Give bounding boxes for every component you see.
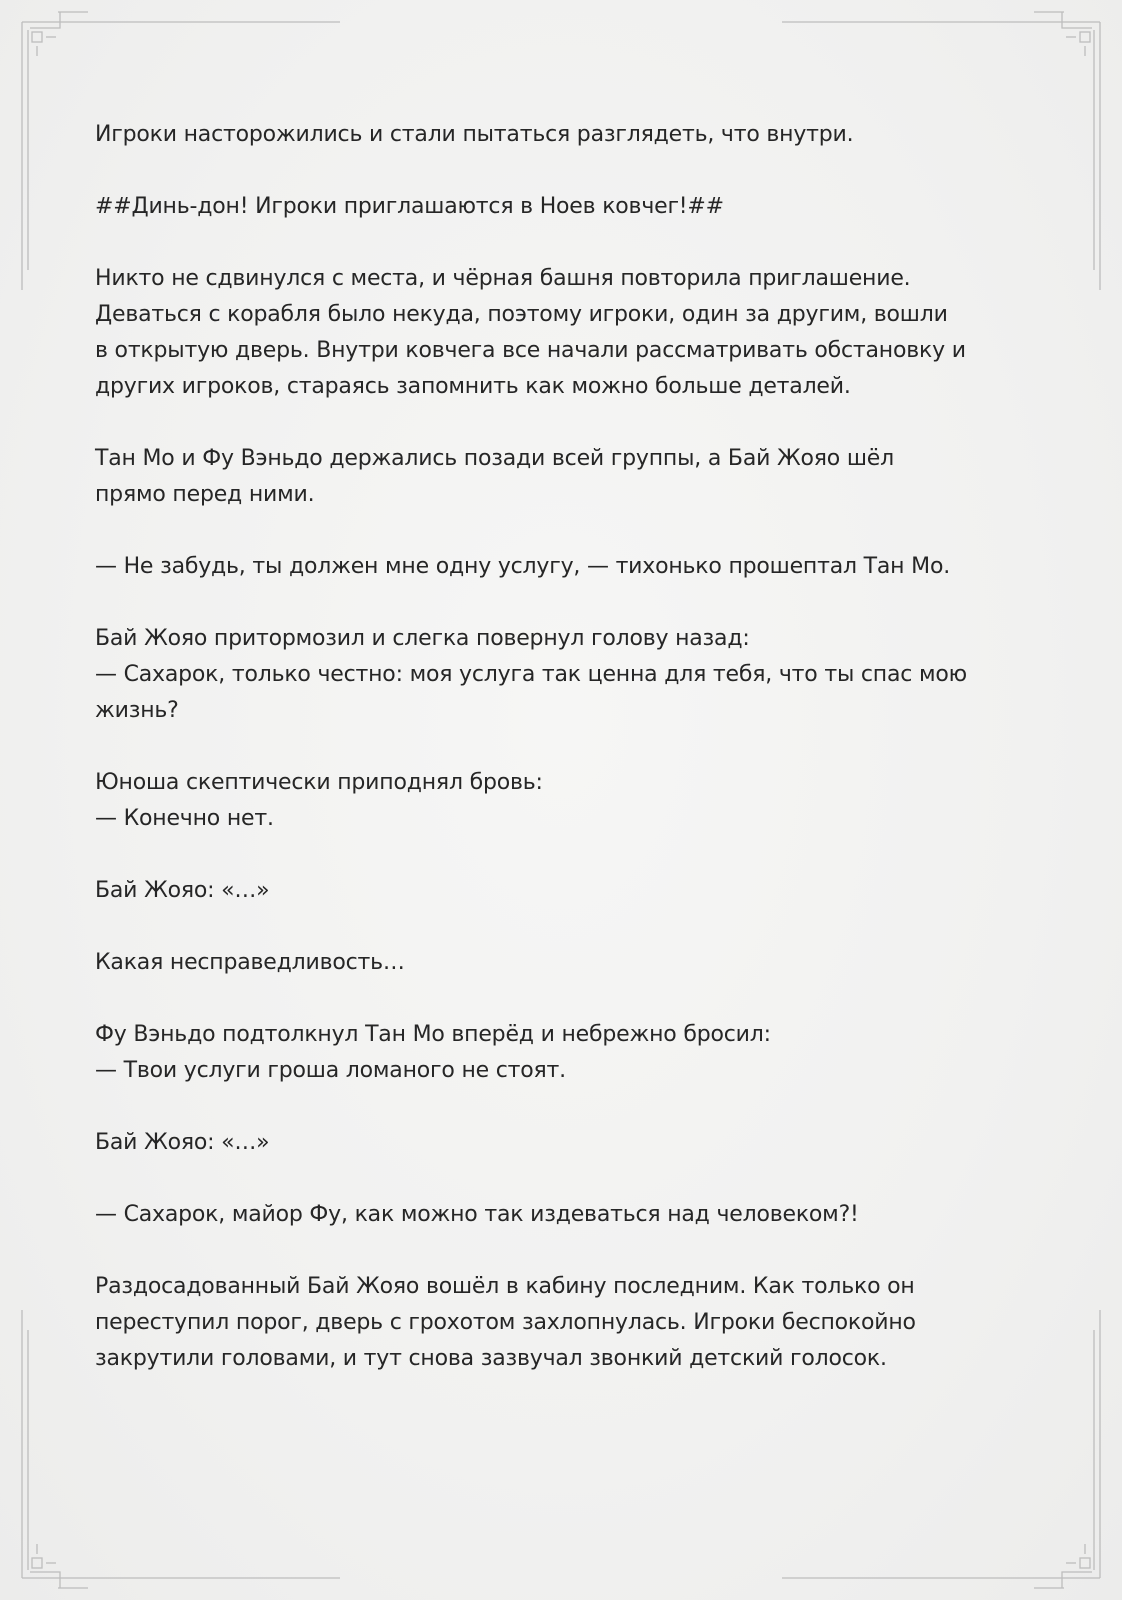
text-line: — Сахарок, майор Фу, как можно так издеваться над человеком?!	[95, 1202, 859, 1227]
text-line: Фу Вэньдо подтолкнул Тан Мо вперёд и небрежно бросил:	[95, 1022, 771, 1047]
text-line: Деваться с корабля было некуда, поэтому игроки, один за другим, вошли	[95, 302, 948, 327]
paragraph-5	[95, 549, 1030, 585]
text-line: Бай Жояо: «…»	[95, 1130, 270, 1155]
text-line: закрутили головами, и тут снова зазвучал звонкий детский голосок.	[95, 1346, 887, 1371]
paragraph-3	[95, 261, 1030, 405]
text-line: переступил порог, дверь с грохотом захлопнулась. Игроки беспокойно	[95, 1310, 916, 1335]
paragraph-4	[95, 441, 1030, 513]
text-line: Тан Мо и Фу Вэньдо держались позади всей группы, а Бай Жояо шёл	[95, 446, 894, 471]
text-line: других игроков, стараясь запомнить как можно больше деталей.	[95, 374, 851, 399]
text-line: Юноша скептически приподнял бровь:	[95, 770, 543, 795]
paragraph-12	[95, 1197, 1030, 1233]
text-line: — Не забудь, ты должен мне одну услугу, — тихонько прошептал Тан Мо.	[95, 554, 950, 579]
text-line: Раздосадованный Бай Жояо вошёл в кабину последним. Как только он	[95, 1274, 915, 1299]
paragraph-7	[95, 765, 1030, 837]
text-line: Какая несправедливость…	[95, 950, 405, 975]
text-line: Бай Жояо притормозил и слегка повернул голову назад:	[95, 626, 750, 651]
text-line: прямо перед ними.	[95, 482, 315, 507]
paragraph-2	[95, 189, 1030, 225]
paragraph-6	[95, 621, 1030, 729]
text-line: — Сахарок, только честно: моя услуга так ценна для тебя, что ты спас мою	[95, 662, 967, 687]
text-line: — Твои услуги гроша ломаного не стоят.	[95, 1058, 566, 1083]
text-line: в открытую дверь. Внутри ковчега все начали рассматривать обстановку и	[95, 338, 966, 363]
paragraph-11	[95, 1125, 1030, 1161]
paragraph-13	[95, 1269, 1030, 1377]
text-line: Игроки насторожились и стали пытаться разглядеть, что внутри.	[95, 122, 854, 147]
text-line: Никто не сдвинулся с места, и чёрная башня повторила приглашение.	[95, 266, 911, 291]
text-line: жизнь?	[95, 698, 179, 723]
document-body	[95, 117, 1030, 1413]
text-line: Бай Жояо: «…»	[95, 878, 270, 903]
paragraph-1	[95, 117, 1030, 153]
paragraph-10	[95, 1017, 1030, 1089]
text-line: ##Динь-дон! Игроки приглашаются в Ноев ковчег!##	[95, 194, 724, 219]
paragraph-9	[95, 945, 1030, 981]
paragraph-8	[95, 873, 1030, 909]
text-line: — Конечно нет.	[95, 806, 274, 831]
